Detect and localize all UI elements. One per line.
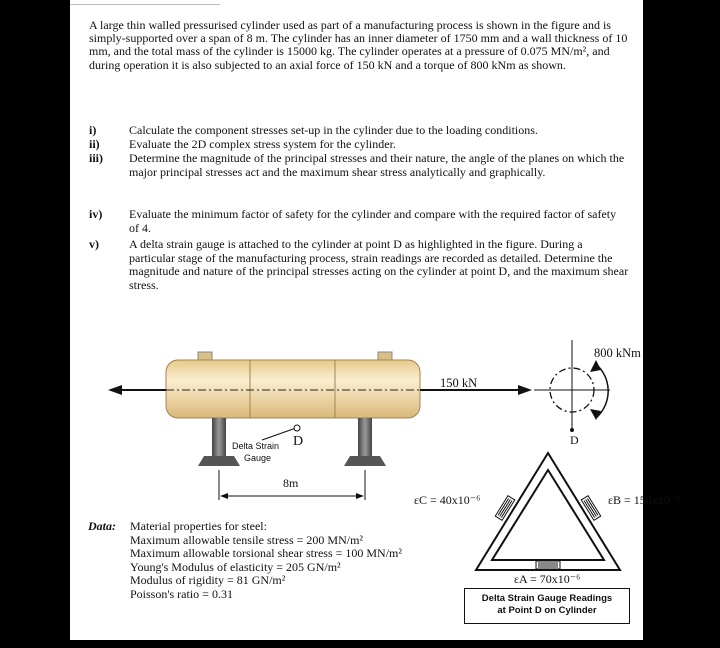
axial-force-label: 150 kN bbox=[440, 376, 478, 390]
question-text: A delta strain gauge is attached to the cylinder at point D as highlighted in the figure. During a particular stage of the manufacturing process, strain readings are recorded as detailed. Determine the magnitude and nature of the principal stresses acting on the cylinder at point D, and the maximum shear stress. bbox=[129, 237, 629, 292]
data-item: Material properties for steel: bbox=[130, 519, 267, 533]
question-text: Calculate the component stresses set-up in the cylinder due to the loading conditions. bbox=[129, 123, 538, 137]
gauge-label-2: Gauge bbox=[244, 453, 272, 463]
arrow-head-right bbox=[518, 385, 532, 395]
strain-c-label: εC = 40x10⁻⁶ bbox=[414, 493, 481, 507]
arrow-head-left bbox=[108, 385, 122, 395]
strain-a-label: εA = 70x10⁻⁶ bbox=[514, 572, 581, 586]
question-text: Evaluate the minimum factor of safety for the cylinder and compare with the required factor of safety of 4. bbox=[129, 207, 617, 235]
problem-intro: A large thin walled pressurised cylinder used as part of a manufacturing process is shown in the figure and is simply-supported over a span of 8 m. The cylinder has an inner diameter of 1750 mm and a wall thickness of 10 mm, and the total mass of the cylinder is 15000 kg. The cylinder operates at a pressure of 0.075 MN/m², and during operation it is also subjected to an axial force of 150 kN and a torque of 800 kNm as shown. bbox=[89, 18, 628, 72]
data-item: Poisson's ratio = 0.31 bbox=[130, 586, 233, 601]
cylinder-body bbox=[166, 360, 420, 418]
point-d-label-end: D bbox=[570, 433, 579, 447]
strain-b-label: εB = 150x10⁻⁶ bbox=[608, 493, 681, 507]
data-item: Young's Modulus of elasticity = 205 GN/m² bbox=[130, 559, 341, 574]
strain-readings-caption bbox=[464, 588, 630, 624]
data-item: Maximum allowable tensile stress = 200 MN/m² bbox=[130, 532, 364, 547]
gauge-label-1: Delta Strain bbox=[232, 441, 280, 451]
caption-line-2: at Point D on Cylinder bbox=[497, 605, 597, 616]
caption-line-1: Delta Strain Gauge Readings bbox=[481, 593, 613, 604]
question-number: iv) bbox=[89, 207, 103, 221]
point-d-label: D bbox=[293, 434, 304, 449]
data-item: Maximum allowable torsional shear stress = 100 MN/m² bbox=[130, 546, 402, 560]
torque-label: 800 kNm bbox=[594, 346, 641, 360]
data-item: Modulus of rigidity = 81 GN/m² bbox=[130, 573, 286, 587]
question-text: Determine the magnitude of the principal stresses and their nature, the angle of the planes on which the major principal stresses act and the maximum shear stress analytically and graphically. bbox=[129, 151, 625, 179]
delta-strain-rosette bbox=[476, 453, 620, 570]
question-number: i) bbox=[89, 123, 97, 137]
question-text: Evaluate the 2D complex stress system for the cylinder. bbox=[129, 137, 396, 151]
gauge-pointer bbox=[262, 428, 296, 440]
span-label: 8m bbox=[283, 476, 299, 490]
question-number: v) bbox=[89, 237, 99, 251]
question-number: iii) bbox=[89, 151, 103, 165]
data-label: Data: bbox=[88, 519, 116, 533]
support-right bbox=[344, 418, 386, 466]
question-number: ii) bbox=[89, 137, 100, 151]
gauge-point bbox=[294, 425, 300, 431]
